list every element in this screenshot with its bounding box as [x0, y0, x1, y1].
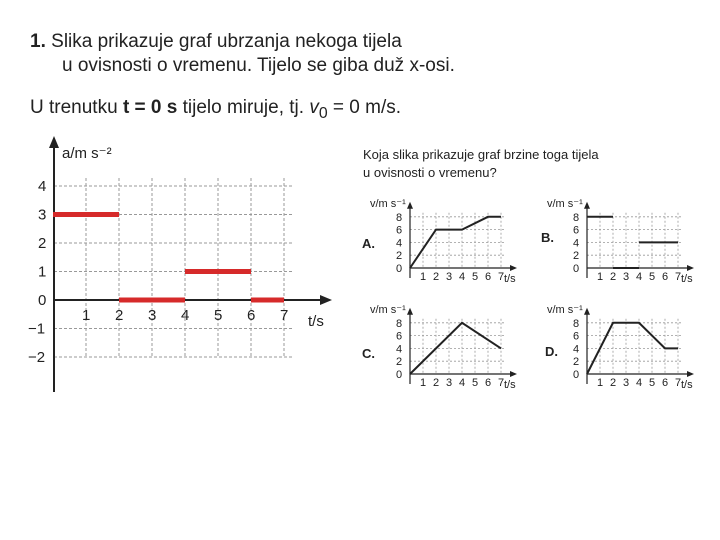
x-tick-label: 6 — [485, 271, 492, 283]
y-tick-label: 0 — [573, 369, 580, 381]
x-axis-arrow — [687, 371, 694, 377]
problem-number: 1. — [30, 31, 46, 52]
x-tick-label: 3 — [446, 377, 453, 389]
y-tick-label: 2 — [573, 356, 580, 369]
y-axis-arrow — [584, 202, 590, 209]
x-tick-label: 1 — [82, 307, 91, 324]
y-tick-label: 0 — [38, 292, 47, 309]
condition-prefix: U trenutku — [30, 97, 123, 118]
x-tick-label: 4 — [459, 377, 466, 389]
x-tick-label: 2 — [433, 377, 440, 389]
x-tick-label: 7 — [280, 307, 289, 324]
y-axis-label: a/m s⁻² — [62, 145, 112, 162]
question-line1: Koja slika prikazuje graf brzine toga tijela — [363, 147, 599, 162]
x-tick-label: 4 — [459, 271, 466, 283]
x-tick-label: 2 — [433, 271, 440, 283]
y-tick-label: 4 — [396, 343, 403, 356]
y-tick-label: −2 — [28, 349, 46, 366]
question-line2: u ovisnosti o vremenu? — [363, 165, 497, 180]
x-tick-label: 6 — [247, 307, 256, 324]
x-axis-arrow — [320, 295, 332, 305]
x-tick-label: 1 — [597, 271, 604, 283]
y-tick-label: 6 — [573, 224, 580, 237]
x-axis-arrow — [510, 371, 517, 377]
condition-sub: 0 — [318, 104, 328, 122]
x-tick-label: 3 — [623, 271, 630, 283]
y-axis-label: v/m s⁻¹ — [370, 303, 406, 316]
y-axis-arrow — [584, 308, 590, 315]
x-axis-label: t/s — [504, 273, 516, 285]
x-axis-label: t/s — [681, 379, 693, 391]
x-tick-label: 5 — [214, 307, 223, 324]
y-tick-label: 8 — [396, 317, 403, 330]
y-tick-label: 8 — [396, 211, 403, 224]
y-axis-arrow — [407, 308, 413, 315]
y-tick-label: 8 — [573, 211, 580, 224]
y-axis-label: v/m s⁻¹ — [370, 197, 406, 210]
y-tick-label: 2 — [573, 250, 580, 263]
x-axis-arrow — [510, 265, 517, 271]
y-tick-label: 6 — [396, 330, 403, 343]
x-axis-label: t/s — [308, 313, 324, 330]
x-tick-label: 1 — [597, 377, 604, 389]
y-tick-label: 1 — [38, 263, 47, 281]
condition-time: t = 0 s — [122, 97, 178, 118]
y-tick-label: −1 — [28, 320, 46, 338]
x-tick-label: 5 — [649, 377, 656, 389]
y-axis-label: v/m s⁻¹ — [547, 197, 583, 210]
y-tick-label: 2 — [38, 235, 47, 252]
x-tick-label: 1 — [420, 271, 427, 283]
option-label: B. — [541, 230, 554, 245]
x-tick-label: 2 — [610, 271, 617, 283]
option-label: D. — [545, 344, 558, 359]
x-tick-label: 2 — [610, 377, 617, 389]
y-tick-label: 6 — [573, 330, 580, 343]
y-tick-label: 4 — [573, 343, 580, 356]
y-tick-label: 4 — [396, 237, 403, 250]
y-tick-label: 3 — [38, 206, 47, 224]
y-tick-label: 4 — [573, 237, 580, 250]
y-axis-arrow — [49, 136, 59, 148]
x-axis-label: t/s — [504, 379, 516, 391]
problem-text-1: Slika prikazuje graf ubrzanja nekoga tijela — [51, 31, 402, 52]
x-tick-label: 7 — [498, 271, 505, 283]
x-axis-arrow — [687, 265, 694, 271]
x-tick-label: 5 — [472, 377, 479, 389]
x-tick-label: 5 — [649, 271, 656, 283]
problem-text-2: u ovisnosti o vremenu. Tijelo se giba duž x-osi. — [62, 55, 455, 76]
y-tick-label: 8 — [573, 317, 580, 330]
y-tick-label: 0 — [396, 263, 403, 275]
option-label: C. — [362, 346, 375, 361]
x-tick-label: 6 — [662, 271, 669, 283]
y-axis-arrow — [407, 202, 413, 209]
condition-mid: tijelo miruje, tj. — [177, 97, 310, 118]
x-tick-label: 5 — [472, 271, 479, 283]
x-tick-label: 3 — [446, 271, 453, 283]
condition-end: = 0 m/s. — [327, 97, 402, 118]
y-tick-label: 0 — [396, 369, 403, 381]
y-tick-label: 4 — [38, 178, 47, 195]
x-tick-label: 6 — [485, 377, 492, 389]
x-tick-label: 7 — [675, 271, 682, 283]
y-tick-label: 2 — [396, 356, 403, 369]
x-tick-label: 3 — [148, 307, 157, 324]
x-tick-label: 4 — [636, 271, 643, 283]
x-tick-label: 1 — [420, 377, 427, 389]
x-tick-label: 6 — [662, 377, 669, 389]
y-tick-label: 6 — [396, 224, 403, 237]
x-tick-label: 3 — [623, 377, 630, 389]
option-label: A. — [362, 236, 375, 251]
x-tick-label: 7 — [498, 377, 505, 389]
x-tick-label: 4 — [636, 377, 643, 389]
condition-v: v — [309, 97, 319, 118]
y-tick-label: 0 — [573, 263, 580, 275]
y-tick-label: 2 — [396, 250, 403, 263]
x-tick-label: 7 — [675, 377, 682, 389]
x-tick-label: 4 — [181, 307, 190, 324]
x-tick-label: 2 — [115, 307, 124, 324]
x-axis-label: t/s — [681, 273, 693, 285]
y-axis-label: v/m s⁻¹ — [547, 303, 583, 316]
